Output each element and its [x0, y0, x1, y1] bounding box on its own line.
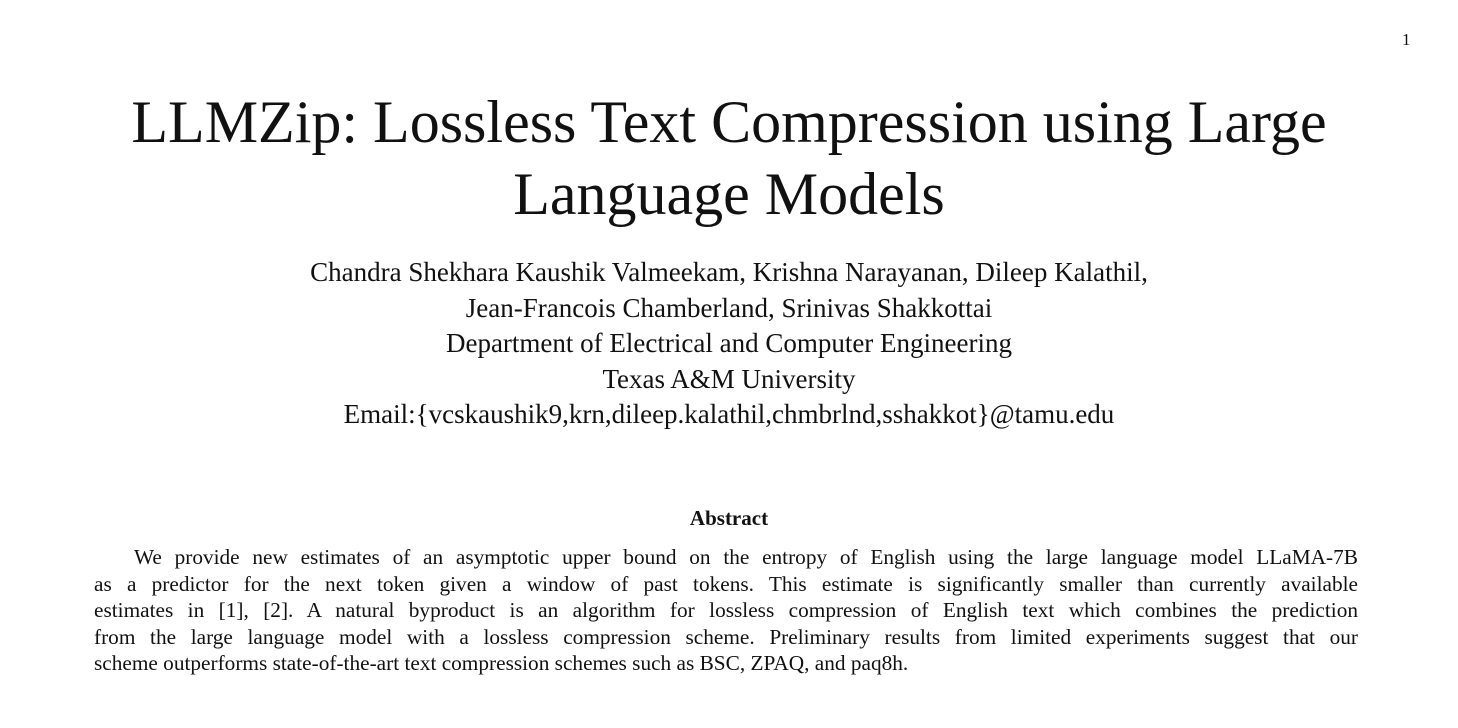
paper-title-line-2: Language Models — [513, 161, 945, 227]
author-university: Texas A&M University — [602, 363, 856, 394]
author-names-line-1: Chandra Shekhara Kaushik Valmeekam, Krishna Narayanan, Dileep Kalathil, — [310, 257, 1148, 287]
abstract-line-1: We provide new estimates of an asymptotic upper bound on the entropy of English using the large language model LLaMA-7B — [134, 545, 1358, 569]
abstract-line-5: scheme outperforms state-of-the-art text compression schemes such as BSC, ZPAQ, and paq8h. — [94, 651, 909, 676]
abstract-line-3: estimates in [1], [2]. A natural byproduct is an algorithm for lossless compression of English text which combines the prediction — [94, 598, 1358, 623]
page-number: 1 — [1402, 30, 1411, 49]
author-email: Email:{vcskaushik9,krn,dileep.kalathil,chmbrlnd,sshakkot}@tamu.edu — [343, 399, 1115, 429]
paper-title-line-1: LLMZip: Lossless Text Compression using Large — [131, 89, 1327, 155]
abstract-heading: Abstract — [689, 506, 769, 530]
paper-title — [0, 86, 1458, 230]
author-block — [0, 255, 1458, 433]
author-names-line-2: Jean-Francois Chamberland, Srinivas Shakkottai — [465, 292, 993, 323]
abstract-body — [94, 544, 1358, 677]
abstract-line-2: as a predictor for the next token given a window of past tokens. This estimate is significantly smaller than currently available — [94, 571, 1358, 596]
abstract-line-4: from the large language model with a lossless compression scheme. Preliminary results from limited experiments suggest that our — [94, 624, 1358, 649]
author-department: Department of Electrical and Computer Engineering — [445, 328, 1013, 358]
